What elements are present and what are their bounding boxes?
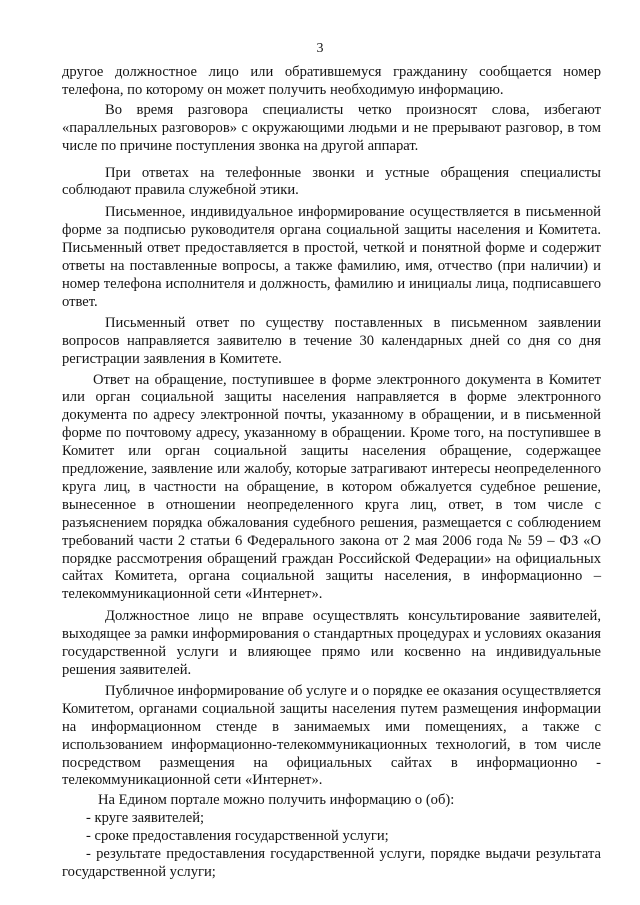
list-item-service-result: - результате предоставления государственной услуги, порядке выдачи результата государственной услуги; <box>62 846 601 880</box>
paragraph-consulting-limits: Должностное лицо не вправе осуществлять консультирование заявителей, выходящее за рамки информирования о стандартных процедурах и условиях оказания государственной услуги и влияющее прямо или косвенно на индивидуальные решения заявителей. <box>62 608 601 678</box>
paragraph-electronic-response: Ответ на обращение, поступившее в форме электронного документа в Комитет или орган социальной защиты населения направляется в форме электронного документа по адресу электронной почты, указанному в обращении, и в письменной форме по почтовому адресу, указанному в обращении. Кроме того, на поступившее в Комитет или орган социальной защиты населения обращение, содержащее предложение, заявление или жалобу, которые затрагивают интересы неопределенного круга лиц, в частности на обращение, в котором обжалуется судебное решение, вынесенное в отношении неопределенного круга лиц, ответ, в том числе с разъяснением порядка обжалования судебного решения, размещается с соблюдением требований части 2 статьи 6 Федерального закона от 2 мая 2006 года № 59 – ФЗ «О порядке рассмотрения обращений граждан Российской Федерации» на официальных сайтах Комитета, органа социальной защиты населения, в информационно – телекоммуникационной сети «Интернет». <box>62 371 601 603</box>
paragraph-service-ethics: При ответах на телефонные звонки и устные обращения специалисты соблюдают правила служебной этики. <box>62 164 601 199</box>
paragraph-written-response-term: Письменный ответ по существу поставленных в письменном заявлении вопросов направляется заявителю в течение 30 календарных дней со дня со дня регистрации заявления в Комитете. <box>62 314 601 367</box>
list-item-service-term: - сроке предоставления государственной услуги; <box>86 828 389 845</box>
paragraph-written-informing: Письменное, индивидуальное информирование осуществляется в письменной форме за подписью руководителя органа социальной защиты населения и Комитета. Письменный ответ предоставляется в простой, четкой и понятной форме и содержит ответы на поставленные вопросы, а также фамилию, имя, отчество (при наличии) и номер телефона исполнителя и должность, фамилию и инициалы лица, подписавшего ответ. <box>62 204 601 310</box>
list-item-applicants: - круге заявителей; <box>86 810 205 827</box>
paragraph-speech-rules: Во время разговора специалисты четко произносят слова, избегают «параллельных разговоров» с окружающими людьми и не прерывают разговор, в том числе по причине поступления звонка на другой аппарат. <box>62 101 601 154</box>
paragraph-continuation: другое должностное лицо или обратившемуся гражданину сообщается номер телефона, по которому он может получить необходимую информацию. <box>62 64 601 98</box>
paragraph-unified-portal: На Едином портале можно получить информацию о (об): <box>98 792 455 809</box>
document-body <box>62 64 601 882</box>
paragraph-public-informing: Публичное информирование об услуге и о порядке ее оказания осуществляется Комитетом, органами социальной защиты населения путем размещения информации на информационном стенде в занимаемых ими помещениях, а также с использованием информационно-телекоммуникационных технологий, в том числе посредством размещения на официальных сайтах в информационно - телекоммуникационной сети «Интернет». <box>62 682 601 789</box>
page-number: 3 <box>316 41 324 56</box>
